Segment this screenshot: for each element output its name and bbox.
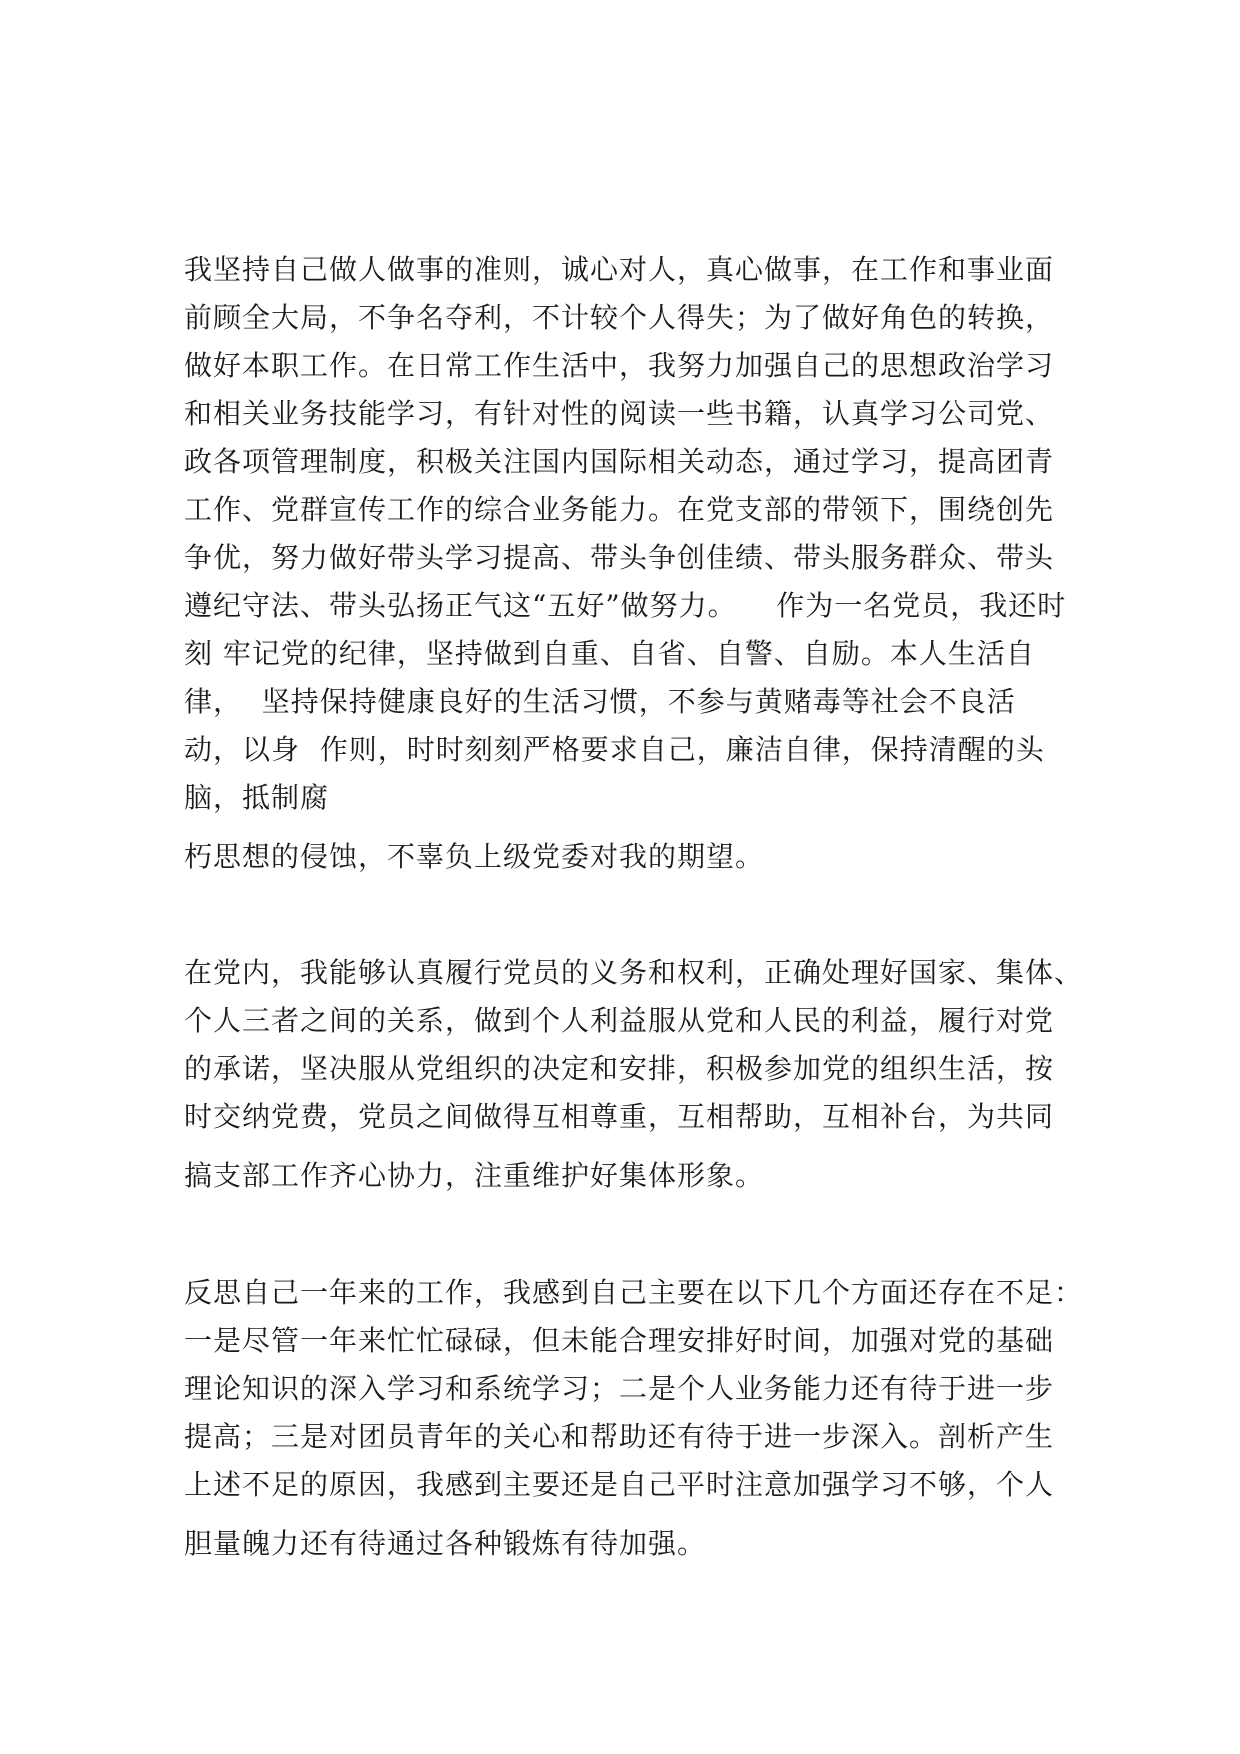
paragraph-2-line-4: 时交纳党费，党员之间做得互相尊重，互相帮助，互相补台，为共同: [184, 1100, 1055, 1133]
paragraph-1-line-6: 工作、党群宣传工作的综合业务能力。在党支部的带领下，围绕创先: [184, 493, 1055, 526]
paragraph-3-line-2: 一是尽管一年来忙忙碌碌，但未能合理安排好时间，加强对党的基础: [184, 1324, 1055, 1357]
paragraph-1-line-5: 政各项管理制度，积极关注国内国际相关动态，通过学习，提高团青: [184, 445, 1055, 478]
paragraph-3-line-5: 上述不足的原因，我感到主要还是自己平时注意加强学习不够，个人: [184, 1468, 1055, 1501]
paragraph-2-line-3: 的承诺，坚决服从党组织的决定和安排，积极参加党的组织生活，按: [184, 1052, 1055, 1085]
paragraph-1-line-10: 律， 坚持保持健康良好的生活习惯，不参与黄赌毒等社会不良活: [184, 685, 1016, 718]
paragraph-1-line-4: 和相关业务技能学习，有针对性的阅读一些书籍，认真学习公司党、: [184, 397, 1055, 430]
paragraph-1-line-12: 脑，抵制腐: [184, 781, 330, 814]
paragraph-1-line-13: 朽思想的侵蚀，不辜负上级党委对我的期望。: [184, 840, 765, 873]
paragraph-2-line-2: 个人三者之间的关系，做到个人利益服从党和人民的利益，履行对党: [184, 1004, 1055, 1037]
paragraph-3-line-4: 提高；三是对团员青年的关心和帮助还有待于进一步深入。剖析产生: [184, 1420, 1055, 1453]
paragraph-3-line-6: 胆量魄力还有待通过各种锻炼有待加强。: [184, 1527, 707, 1560]
paragraph-1-line-7: 争优，努力做好带头学习提高、带头争创佳绩、带头服务群众、带头: [184, 541, 1055, 574]
paragraph-1-line-1: 我坚持自己做人做事的准则，诚心对人，真心做事，在工作和事业面: [184, 253, 1055, 286]
paragraph-1-line-9: 刻 牢记党的纪律，坚持做到自重、自省、自警、自励。本人生活自: [184, 637, 1035, 670]
paragraph-3-line-1: 反思自己一年来的工作，我感到自己主要在以下几个方面还存在不足：: [184, 1276, 1084, 1309]
paragraph-3-line-3: 理论知识的深入学习和系统学习；二是个人业务能力还有待于进一步: [184, 1372, 1055, 1405]
paragraph-2-line-5: 搞支部工作齐心协力，注重维护好集体形象。: [184, 1159, 765, 1192]
paragraph-2-line-1: 在党内，我能够认真履行党员的义务和权利，正确处理好国家、集体、: [184, 956, 1084, 989]
paragraph-1-line-3: 做好本职工作。在日常工作生活中，我努力加强自己的思想政治学习: [184, 349, 1055, 382]
paragraph-1-line-2: 前顾全大局，不争名夺利，不计较个人得失；为了做好角色的转换，: [184, 301, 1055, 334]
paragraph-1-line-11: 动，以身 作则，时时刻刻严格要求自己，廉洁自律，保持清醒的头: [184, 733, 1045, 766]
paragraph-1-line-8: 遵纪守法、带头弘扬正气这“五好”做努力。 作为一名党员，我还时: [184, 589, 1067, 622]
